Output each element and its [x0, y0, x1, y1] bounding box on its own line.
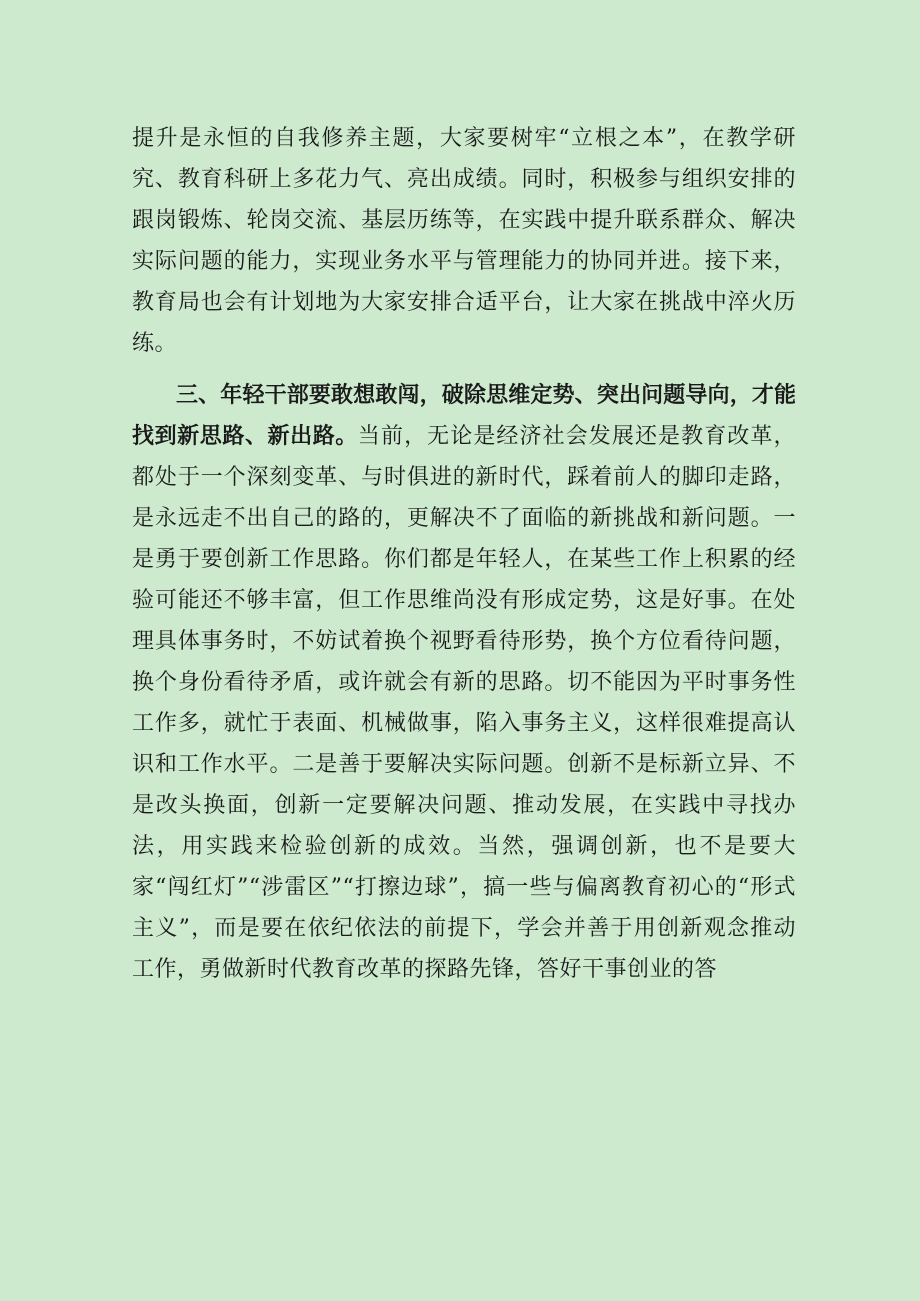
document-page [132, 118, 796, 990]
paragraph-2 [132, 375, 796, 990]
paragraph-1: 提升是永恒的自我修养主题，大家要树牢“立根之本”，在教学研究、教育科研上多花力气、亮出成绩。同时，积极参与组织安排的跟岗锻炼、轮岗交流、基层历练等，在实践中提升联系群众、解决实际问题的能力，实现业务水平与管理能力的协同并进。接下来，教育局也会有计划地为大家安排合适平台，让大家在挑战中淬火历练。 [132, 126, 796, 356]
paragraph-2-body: 当前，无论是经济社会发展还是教育改革，都处于一个深刻变革、与时俱进的新时代，踩着前人的脚印走路，是永远走不出自己的路的，更解决不了面临的新挑战和新问题。一是勇于要创新工作思路。你们都是年轻人，在某些工作上积累的经验可能还不够丰富，但工作思维尚没有形成定势，这是好事。在处理具体事务时，不妨试着换个视野看待形势，换个方位看待问题，换个身份看待矛盾，或许就会有新的思路。切不能因为平时事务性工作多，就忙于表面、机械做事，陷入事务主义，这样很难提高认识和工作水平。二是善于要解决实际问题。创新不是标新立异、不是改头换面，创新一定要解决问题、推动发展，在实践中寻找办法，用实践来检验创新的成效。当然，强调创新，也不是要大家“闯红灯”“涉雷区”“打擦边球”，搞一些与偏离教育初心的“形式主义”，而是要在依纪依法的前提下，学会并善于用创新观念推动工作，勇做新时代教育改革的探路先锋，答好干事创业的答 [132, 424, 796, 982]
section-heading-three: 三、年轻干部要敢想敢闯，破除思维定势、突出问题导向，才能找到新思路、新出路。 [132, 383, 796, 449]
